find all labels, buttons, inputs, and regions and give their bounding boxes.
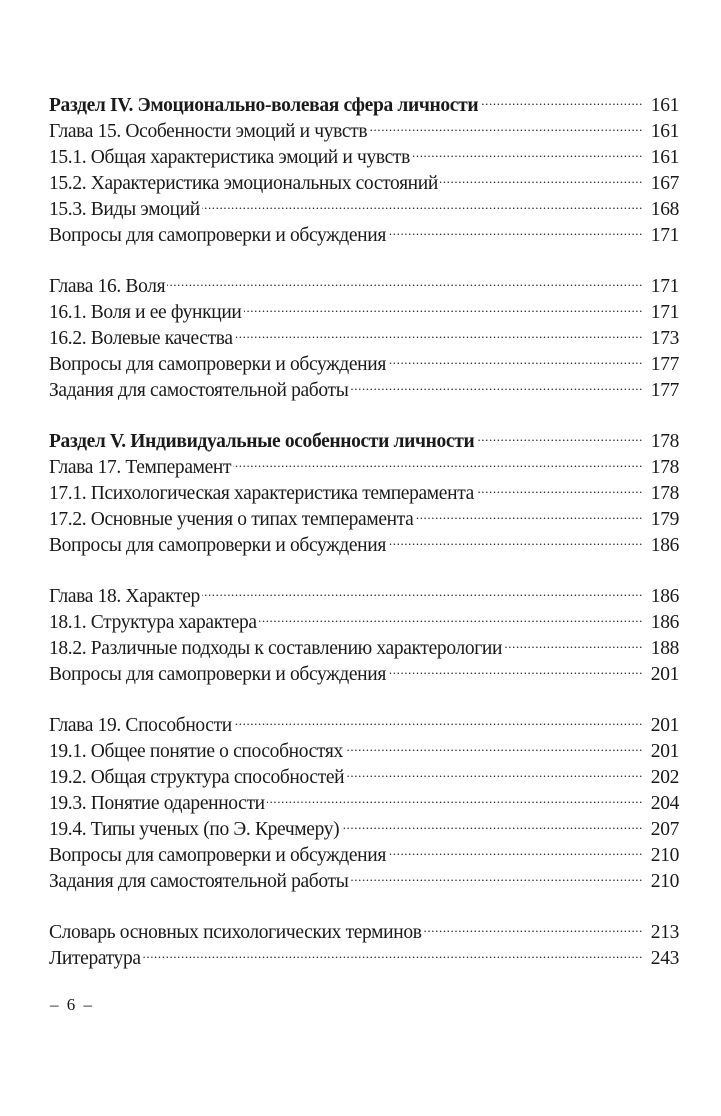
toc-dot-leader xyxy=(234,705,643,731)
toc-dot-leader xyxy=(440,163,643,189)
toc-entry-page: 178 xyxy=(650,483,679,504)
toc-entry-title: Словарь основных психологических терминов xyxy=(49,922,422,943)
toc-dot-leader xyxy=(244,292,643,318)
toc-dot-leader xyxy=(412,137,643,163)
toc-entry-title: 19.1. Общее понятие о способностях xyxy=(49,741,343,762)
toc-entry-title: Глава 16. Воля xyxy=(49,276,166,297)
toc-entry-title: 17.2. Основные учения о типах темперамента xyxy=(49,509,414,530)
toc-dot-leader xyxy=(388,344,643,370)
toc-group xyxy=(49,705,679,892)
toc-dot-leader xyxy=(167,266,643,292)
toc-dot-leader xyxy=(476,473,643,499)
toc-dot-leader xyxy=(476,421,643,447)
toc-dot-leader xyxy=(267,783,643,809)
toc-entry-page: 188 xyxy=(650,638,679,659)
toc-entry-page: 213 xyxy=(650,922,679,943)
toc-entry-page: 201 xyxy=(650,741,679,762)
toc-entry-title: Литература xyxy=(49,948,141,969)
toc-entry-page: 161 xyxy=(650,147,679,168)
toc-dot-leader xyxy=(504,628,643,654)
toc-entry[interactable] xyxy=(49,938,679,969)
toc-entry-title: 15.2. Характеристика эмоциональных состояний xyxy=(49,173,438,194)
toc-entry[interactable] xyxy=(49,705,679,736)
toc-entry-page: 243 xyxy=(650,948,679,969)
toc-entry-page: 186 xyxy=(650,535,679,556)
toc-entry-page: 186 xyxy=(650,586,679,607)
toc-entry[interactable] xyxy=(49,912,679,943)
toc-entry-page: 161 xyxy=(650,121,679,142)
toc-entry-page: 202 xyxy=(650,767,679,788)
toc-entry-title: 19.2. Общая структура способностей xyxy=(49,767,345,788)
toc-entry-page: 168 xyxy=(650,199,679,220)
toc-dot-leader xyxy=(341,809,643,835)
toc-entry-title: 16.1. Воля и ее функции xyxy=(49,302,242,323)
toc-dot-leader xyxy=(202,576,643,602)
page-number: – 6 – xyxy=(50,995,94,1014)
toc-entry-page: 173 xyxy=(650,328,679,349)
toc-entry-title: Вопросы для самопроверки и обсуждения xyxy=(49,354,386,375)
toc-entry-page: 179 xyxy=(650,509,679,530)
toc-dot-leader xyxy=(388,525,643,551)
toc-dot-leader xyxy=(202,189,643,215)
toc-entry-title: Вопросы для самопроверки и обсуждения xyxy=(49,664,386,685)
toc-dot-leader xyxy=(345,731,643,757)
toc-entry-page: 171 xyxy=(650,276,679,297)
toc-entry-title: Вопросы для самопроверки и обсуждения xyxy=(49,535,386,556)
toc-entry-title: 18.2. Различные подходы к составлению характерологии xyxy=(49,638,503,659)
toc-entry-title: 19.4. Типы ученых (по Э. Кречмеру) xyxy=(49,819,340,840)
toc-entry-page: 201 xyxy=(650,664,679,685)
toc-dot-leader xyxy=(415,499,643,525)
toc-group xyxy=(49,85,679,246)
toc-entry-page: 207 xyxy=(650,819,679,840)
toc-entry[interactable] xyxy=(49,576,679,607)
table-of-contents xyxy=(49,85,679,969)
toc-entry-page: 201 xyxy=(650,715,679,736)
toc-entry-page: 204 xyxy=(650,793,679,814)
toc-entry-title: Глава 17. Темперамент xyxy=(49,457,232,478)
toc-entry-page: 178 xyxy=(650,431,679,452)
toc-dot-leader xyxy=(480,85,643,111)
toc-dot-leader xyxy=(233,447,643,473)
toc-entry-page: 177 xyxy=(650,380,679,401)
toc-entry-title: Раздел IV. Эмоционально-волевая сфера личности xyxy=(49,95,479,116)
toc-entry-title: Глава 15. Особенности эмоций и чувств xyxy=(49,121,368,142)
toc-dot-leader xyxy=(388,215,643,241)
toc-entry-title: 15.3. Виды эмоций xyxy=(49,199,200,220)
toc-entry-title: Глава 18. Характер xyxy=(49,586,200,607)
toc-entry-page: 167 xyxy=(650,173,679,194)
toc-dot-leader xyxy=(369,111,643,137)
toc-entry-title: Глава 19. Способности xyxy=(49,715,232,736)
toc-entry[interactable] xyxy=(49,266,679,297)
toc-entry-page: 210 xyxy=(650,845,679,866)
toc-entry-title: 17.1. Психологическая характеристика темперамента xyxy=(49,483,474,504)
toc-entry-page: 186 xyxy=(650,612,679,633)
toc-dot-leader xyxy=(143,938,643,964)
toc-entry-page: 177 xyxy=(650,354,679,375)
toc-entry-title: 16.2. Волевые качества xyxy=(49,328,233,349)
toc-entry-title: Раздел V. Индивидуальные особенности личности xyxy=(49,431,475,452)
toc-dot-leader xyxy=(346,757,643,783)
toc-dot-leader xyxy=(350,370,643,396)
toc-entry-page: 171 xyxy=(650,225,679,246)
toc-entry-page: 171 xyxy=(650,302,679,323)
toc-entry-page: 178 xyxy=(650,457,679,478)
toc-section-entry[interactable] xyxy=(49,421,679,452)
toc-group xyxy=(49,266,679,401)
toc-group xyxy=(49,421,679,556)
toc-entry-title: 19.3. Понятие одаренности xyxy=(49,793,265,814)
toc-dot-leader xyxy=(259,602,643,628)
toc-dot-leader xyxy=(235,318,643,344)
toc-dot-leader xyxy=(388,835,643,861)
toc-entry-title: Задания для самостоятельной работы xyxy=(49,380,349,401)
toc-entry-page: 210 xyxy=(650,871,679,892)
toc-entry-title: 18.1. Структура характера xyxy=(49,612,257,633)
toc-group xyxy=(49,912,679,969)
toc-dot-leader xyxy=(350,861,643,887)
toc-dot-leader xyxy=(424,912,643,938)
toc-section-entry[interactable] xyxy=(49,85,679,116)
toc-dot-leader xyxy=(388,654,643,680)
toc-group xyxy=(49,576,679,685)
toc-entry-title: Задания для самостоятельной работы xyxy=(49,871,349,892)
toc-entry-title: Вопросы для самопроверки и обсуждения xyxy=(49,845,386,866)
toc-entry-title: Вопросы для самопроверки и обсуждения xyxy=(49,225,386,246)
toc-entry-title: 15.1. Общая характеристика эмоций и чувств xyxy=(49,147,410,168)
toc-entry-page: 161 xyxy=(650,95,679,116)
